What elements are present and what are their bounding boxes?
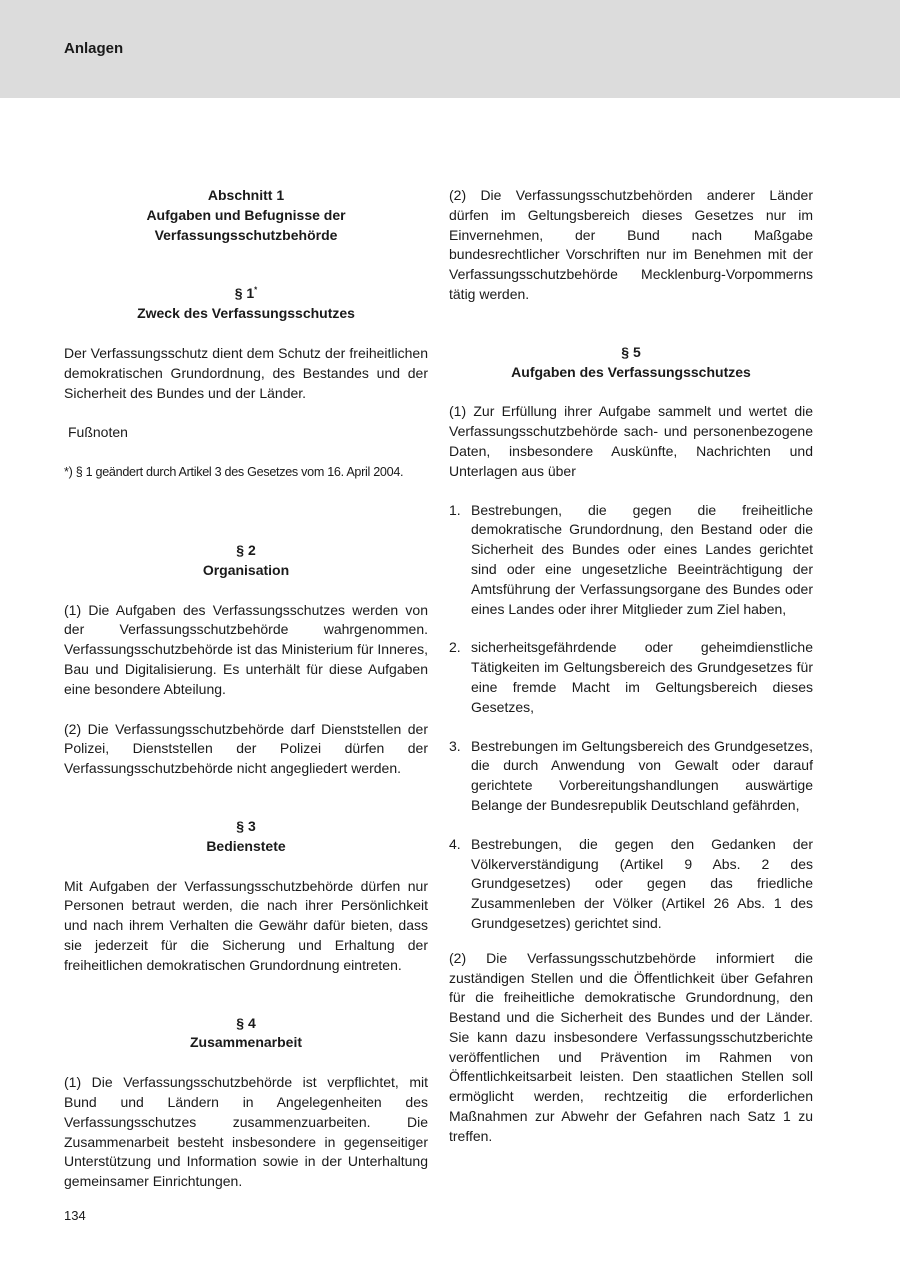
footnote-text: *) § 1 geändert durch Artikel 3 des Gesetzes vom 16. April 2004. xyxy=(64,465,404,480)
s4-title: Zusammenarbeit xyxy=(189,1034,303,1051)
s2-number: § 2 xyxy=(236,541,256,558)
abschnitt-heading xyxy=(64,186,428,245)
footnotes-label: Fußnoten xyxy=(68,424,128,441)
abschnitt-number: Abschnitt 1 xyxy=(207,187,285,203)
s5-paragraph-1: (1) Zur Erfüllung ihrer Aufgabe sammelt und wertet die Verfassungsschutzbehörde sach- und personenbezogene Daten, insbesondere Auskünfte, Nachrichten und Unterlagen aus über xyxy=(449,403,813,479)
s4-number: § 4 xyxy=(236,1014,256,1031)
s1-text: Der Verfassungsschutz dient dem Schutz der freiheitlichen demokratischen Grundordnung, des Bestandes und der Sicherheit des Bundes und der Länder. xyxy=(64,344,428,401)
list-item-text: sicherheitsgefährdende oder geheimdienstliche Tätigkeiten im Geltungsbereich des Grundgesetzes für eine fremde Macht im Geltungsbereich dieses Gesetzes, xyxy=(471,639,813,715)
s3-text: Mit Aufgaben der Verfassungsschutzbehörde dürfen nur Personen betraut werden, die nach ihrer Persönlichkeit und nach ihrem Verhalten die Gewähr dafür bieten, dass sie jederzeit für die Sicherung und Erhaltung der freiheitlichen demokratischen Grundordnung eintreten. xyxy=(64,877,428,973)
s5-heading xyxy=(449,343,813,383)
list-item xyxy=(449,638,813,717)
list-item-text: Bestrebungen, die gegen den Gedanken der Völkerverständigung (Artikel 9 Abs. 2 des Grundgesetzes) oder gegen das friedliche Zusammenleben der Völker (Artikel 26 Abs. 1 des Grundgesetzes) gerichtet sind. xyxy=(471,835,813,931)
list-item-text: Bestrebungen, die gegen die freiheitliche demokratische Grundordnung, den Bestand oder die Sicherheit des Bundes oder eines Landes gerichtet sind oder eine ungesetzliche Beeinträchtigung der Amtsführung der Verfassungsorgane des Bundes oder eines Landes oder ihrer Mitglieder zum Ziel haben, xyxy=(471,501,813,617)
s5-number: § 5 xyxy=(621,343,641,360)
list-item-number: 4. xyxy=(449,835,461,852)
right-column xyxy=(449,186,813,1147)
s4-heading xyxy=(64,1014,428,1054)
list-item xyxy=(449,835,813,934)
s3-title: Bedienstete xyxy=(206,837,286,854)
s3-heading xyxy=(64,817,428,857)
s2-title: Organisation xyxy=(202,561,290,578)
list-item-number: 1. xyxy=(449,501,461,518)
list-item-text: Bestrebungen im Geltungsbereich des Grundgesetzes, die durch Anwendung von Gewalt oder darauf gerichtete Vorbereitungshandlungen auswärtige Belange der Bundesrepublik Deutschland gefährden, xyxy=(471,737,813,813)
s4-paragraph-2: (2) Die Verfassungsschutzbehörden anderer Länder dürfen im Geltungsbereich dieses Gesetzes nur im Einvernehmen, der Bund nach Maßgabe bundesrechtlicher Vorschriften nur im Benehmen mit der Verfassungsschutzbehörde Mecklenburg-Vorpommerns tätig werden. xyxy=(449,187,813,302)
abschnitt-title-line1: Aufgaben und Befugnisse der xyxy=(146,206,346,223)
s2-paragraph-2: (2) Die Verfassungsschutzbehörde darf Dienststellen der Polizei, Dienststellen der Polizei dürfen der Verfassungsschutzbehörde nicht angegliedert werden. xyxy=(64,720,428,777)
section-title: Anlagen xyxy=(64,40,124,57)
s5-list xyxy=(449,501,813,934)
s1-title: Zweck des Verfassungsschutzes xyxy=(137,305,355,322)
s2-paragraph-1: (1) Die Aufgaben des Verfassungsschutzes werden von der Verfassungsschutzbehörde wahrgenommen. Verfassungsschutzbehörde ist das Ministerium für Inneres, Bau und Digitalisierung. Es unterhält für diese Aufgaben eine besondere Abteilung. xyxy=(64,601,428,697)
left-column xyxy=(64,186,428,1192)
list-item-number: 3. xyxy=(449,737,461,754)
list-item xyxy=(449,501,813,620)
list-item-number: 2. xyxy=(449,639,461,656)
s2-heading xyxy=(64,541,428,581)
s3-number: § 3 xyxy=(236,817,256,834)
s1-footnote-marker: * xyxy=(254,285,258,295)
s4-paragraph-1: (1) Die Verfassungsschutzbehörde ist verpflichtet, mit Bund und Ländern in Angelegenheiten des Verfassungsschutzes zusammenzuarbeiten. Die Zusammenarbeit besteht insbesondere in gegenseitiger Unterstützung und Information sowie in der Unterhaltung gemeinsamer Einrichtungen. xyxy=(64,1074,428,1190)
s5-title: Aufgaben des Verfassungsschutzes xyxy=(511,363,751,380)
header-band xyxy=(0,0,900,98)
page-number: 134 xyxy=(64,1208,86,1223)
s1-heading xyxy=(64,284,428,324)
abschnitt-title-line2: Verfassungsschutzbehörde xyxy=(154,226,338,243)
s1-number: § 1 xyxy=(234,285,255,302)
s5-paragraph-2: (2) Die Verfassungsschutzbehörde informiert die zuständigen Stellen und die Öffentlichkeit über Gefahren für die freiheitliche demokratische Grundordnung, den Bestand und die Sicherheit des Bundes und der Länder. Sie kann dazu insbesondere Verfassungsschutzberichte veröffentlichen und Prävention im Rahmen von Öffentlichkeitsarbeit leisten. Den staatlichen Stellen soll ermöglicht werden, rechtzeitig die erforderlichen Maßnahmen zur Abwehr der Gefahren nach Satz 1 zu treffen. xyxy=(449,949,813,1144)
list-item xyxy=(449,737,813,816)
